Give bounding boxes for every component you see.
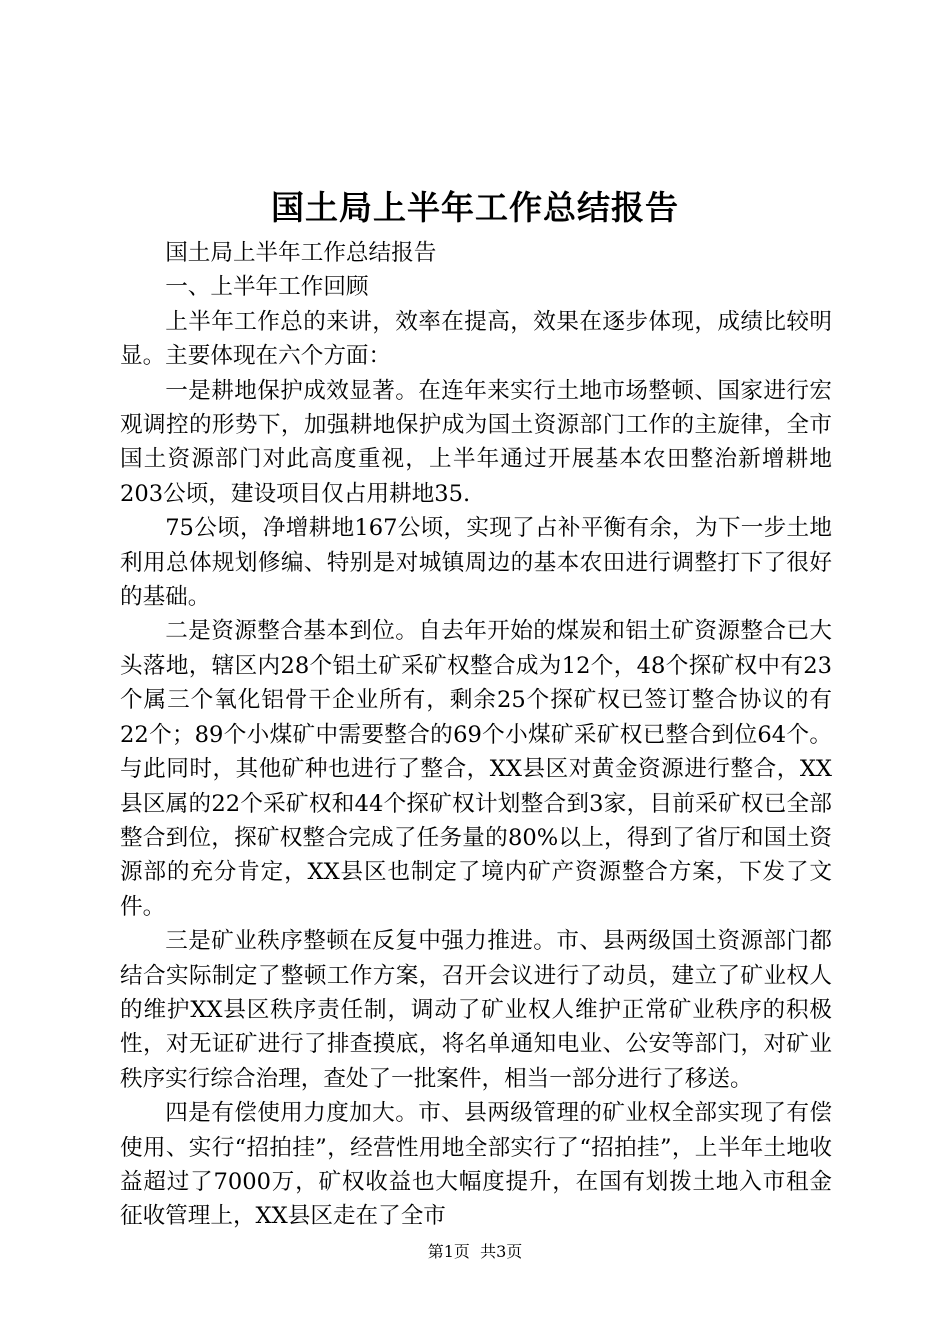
paragraph-paid-use: 四是有偿使用力度加大。市、县两级管理的矿业权全部实现了有偿使用、实行“招拍挂”，经营性用地全部实行了“招拍挂”，上半年土地收益超过了7000万，矿权收益也大幅度提升，在国有划拨土地入市租金征收管理上，XX县区走在了全市 (120, 1100, 832, 1230)
document-body (120, 236, 832, 1234)
paragraph-overview: 上半年工作总的来讲，效率在提高，效果在逐步体现，成绩比较明显。主要体现在六个方面： (120, 308, 832, 370)
paragraph-mining-order: 三是矿业秩序整顿在反复中强力推进。市、县两级国土资源部门都结合实际制定了整顿工作方案，召开会议进行了动员，建立了矿业权人的维护XX县区秩序责任制，调动了矿业权人维护正常矿业秩序的积极性，对无证矿进行了排查摸底，将名单通知电业、公安等部门，对矿业秩序实行综合治理，查处了一批案件，相当一部分进行了移送。 (120, 928, 832, 1092)
document-title: 国土局上半年工作总结报告 (271, 188, 679, 227)
paragraph-resource-integration: 二是资源整合基本到位。自去年开始的煤炭和铝土矿资源整合已大头落地，辖区内28个铝土矿采矿权整合成为12个，48个探矿权中有23个属三个氧化铝骨干企业所有，剩余25个探矿权已签订整合协议的有22个；89个小煤矿中需要整合的69个小煤矿采矿权已整合到位64个。与此同时，其他矿种也进行了整合，XX县区对黄金资源进行整合，XX县区属的22个采矿权和44个探矿权计划整合到3家，目前采矿权已全部整合到位，探矿权整合完成了任务量的80%以上，得到了省厅和国土资源部的充分肯定，XX县区也制定了境内矿产资源整合方案，下发了文件。 (120, 618, 832, 920)
paragraph-section-heading: 一、上半年工作回顾 (165, 274, 369, 301)
page-footer: 第1页 共3页 (427, 1242, 523, 1261)
paragraph-subtitle: 国土局上半年工作总结报告 (165, 240, 437, 266)
paragraph-farmland-protection: 一是耕地保护成效显著。在连年来实行土地市场整顿、国家进行宏观调控的形势下，加强耕地保护成为国土资源部门工作的主旋律，全市国土资源部门对此高度重视，上半年通过开展基本农田整治新增耕地203公顷，建设项目仅占用耕地35. (120, 377, 832, 507)
paragraph-farmland-continued: 75公顷，净增耕地167公顷，实现了占补平衡有余，为下一步土地利用总体规划修编、特别是对城镇周边的基本农田进行调整打下了很好的基础。 (120, 515, 832, 611)
